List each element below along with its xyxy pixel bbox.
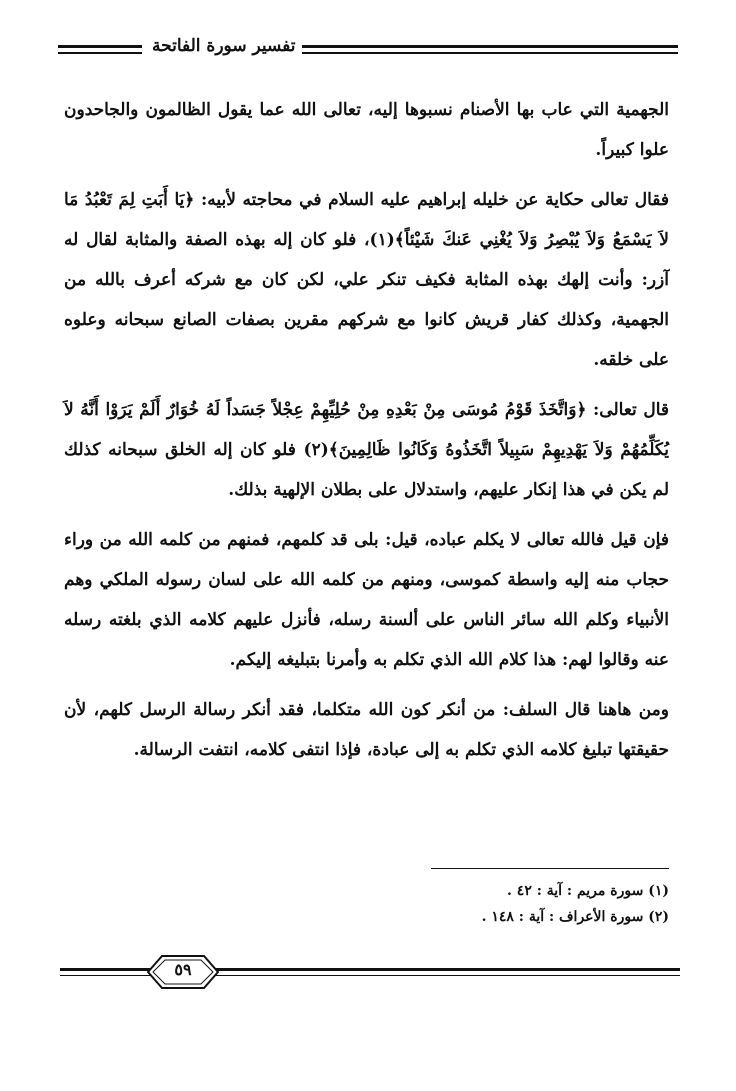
paragraph-3: قال تعالى: ﴿وَاتَّخَذَ قَوْمُ مُوسَى مِنْ بَعْدِهِ مِنْ حُلِيِّهِمْ عِجْلاً جَسَداً لَهُ خُوَارٌ أَلَمْ يَرَوْا أَنَّهُ لاَ يُكَلِّمُهُمْ وَلاَ يَهْدِيهِمْ سَبِيلاً اتَّخَذُوهُ وَكَانُوا ظَالِمِينَ﴾(٢) فلو كان إله الخلق سبحانه كذلك لم يكن في هذا إنكار عليهم، واستدلال على بطلان الإلهية بذلك. <box>64 400 669 500</box>
main-text <box>64 90 669 780</box>
paragraph-4: فإن قيل فالله تعالى لا يكلم عباده، قيل: بلى قد كلمهم، فمنهم من كلمه الله من وراء حجاب منه إليه واسطة كموسى، ومنهم من كلمه الله على لسان رسوله الملكي وهم الأنبياء وكلم الله سائر الناس على ألسنة رسله، فأنزل عليهم كلامه الذي بلغته رسله عنه وقالوا لهم: هذا كلام الله الذي تكلم به وأمرنا بتبليغه إليكم. <box>64 530 669 670</box>
footnote-2: (٢) سورة الأعراف : آية : ١٤٨ . <box>481 909 669 925</box>
paragraph-5: ومن هاهنا قال السلف: من أنكر كون الله متكلما، فقد أنكر رسالة الرسل كلهم، لأن حقيقتها تبليغ كلامه الذي تكلم به إلى عبادة، فإذا انتفى كلامه، انتفت الرسالة. <box>64 700 669 760</box>
header-rule-left <box>58 45 142 54</box>
header-rule-right <box>302 45 678 54</box>
footnote-1: (١) سورة مريم : آية : ٤٢ . <box>507 883 669 899</box>
footnote-separator <box>431 868 669 869</box>
page-number: ٥٩ <box>174 960 192 979</box>
paragraph-1: الجهمية التي عاب بها الأصنام نسبوها إليه، تعالى الله عما يقول الظالمون والجاحدون علوا كبيراً. <box>64 100 669 160</box>
paragraph-2: فقال تعالى حكاية عن خليله إبراهيم عليه السلام في محاجته لأبيه: ﴿يَا أَبَتِ لِمَ تَعْبُدُ مَا لاَ يَسْمَعُ وَلاَ يُبْصِرُ وَلاَ يُغْنِي عَنكَ شَيْئاً﴾(١)، فلو كان إله بهذه الصفة والمثابة لقال له آزر: وأنت إلهك بهذه المثابة فكيف تنكر علي، لكن كان مع شركه أعرف بالله من الجهمية، وكذلك كفار قريش كانوا مع شركهم مقرين بصفات الصانع سبحانه وعلوه على خلقه. <box>64 190 669 370</box>
header-title: تفسير سورة الفاتحة <box>152 36 296 56</box>
page-footer <box>60 950 680 1000</box>
footnotes <box>360 878 669 930</box>
running-header <box>58 36 678 62</box>
